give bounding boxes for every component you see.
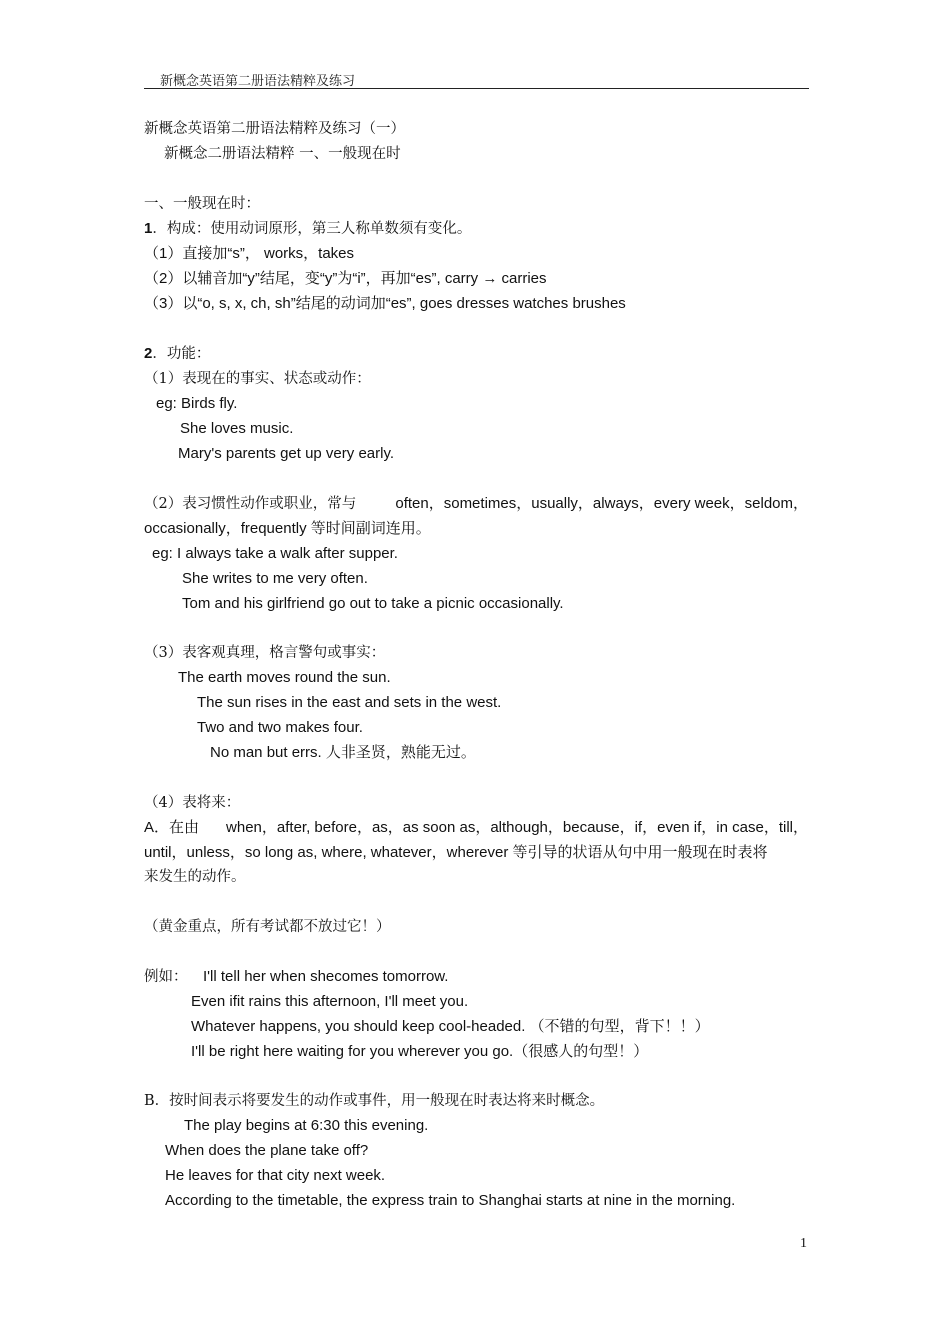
point1-text: ．构成：使用动词原形，第三人称单数须有变化。 [152,221,472,237]
function2-intro: （2）表习惯性动作或职业，常与 [144,496,357,512]
function4-a-conjunctions: when，after, before，as，as soon as，although，because，if，even if，in case，till， [226,819,808,836]
document-subtitle: 新概念二册语法精粹 一、一般现在时 [164,146,401,162]
point2-heading [144,345,210,363]
example-sentence: When does the plane take off? [165,1142,369,1159]
function4-a-line3: 来发生的动作。 [144,869,246,885]
function4-heading: （4）表将来： [144,795,241,811]
example-sentence: Even ifit rains this afternoon, I'll meet you. [191,993,469,1010]
example-label-line: eg: Birds fly. [156,395,238,412]
example-sentence: The earth moves round the sun. [178,669,391,686]
example-sentence: According to the timetable, the express train to Shanghai starts at nine in the morning. [165,1192,736,1209]
point2-number: 2 [144,345,153,362]
example-sentence: Whatever happens, you should keep cool-headed. （不错的句型，背下！！） [191,1018,710,1035]
function4-a-line1 [144,819,808,837]
page-number: 1 [800,1236,807,1251]
example-sentence: She loves music. [180,420,294,437]
function3-heading: （3）表客观真理，格言警句或事实： [144,645,386,661]
example-sentence: I'll tell her when shecomes tomorrow. [203,968,449,985]
function2-line1 [144,495,808,513]
point1-heading [144,220,471,238]
example-sentence: Two and two makes four. [197,719,363,736]
example-sentence: The sun rises in the east and sets in the west. [197,694,502,711]
function2-adverbs: often，sometimes，usually，always，every week，seldom， [395,495,808,512]
example-label-line: eg: I always take a walk after supper. [152,545,398,562]
section-heading: 一、一般现在时： [144,196,260,212]
example-sentence: Mary's parents get up very early. [178,445,395,462]
gold-note: （黄金重点，所有考试都不放过它！） [144,919,391,935]
function4-a-line2: until，unless，so long as, where, whatever，wherever 等引导的状语从句中用一般现在时表将 [144,844,768,861]
rule-line: （1）直接加“s”， works，takes [144,245,355,262]
header-rule [144,88,809,89]
example-label: 例如： [144,969,188,985]
example-sentence: The play begins at 6:30 this evening. [184,1117,429,1134]
example-sentence: No man but errs. 人非圣贤，熟能无过。 [210,744,476,761]
function1-heading: （1）表现在的事实、状态或动作： [144,371,371,387]
example-sentence: Tom and his girlfriend go out to take a picnic occasionally. [182,595,564,612]
function2-line2: occasionally，frequently 等时间副词连用。 [144,520,431,537]
rule-line: （2）以辅音加“y”结尾，变“y”为“i”，再加“es”, carry → carries [144,270,547,287]
rule-line: （3）以“o, s, x, ch, sh”结尾的动词加“es”, goes dresses watches brushes [144,295,626,312]
document-title: 新概念英语第二册语法精粹及练习（一） [144,121,405,137]
point2-text: ．功能： [152,346,211,362]
example-sentence: I'll be right here waiting for you wherever you go.（很感人的句型！） [191,1043,649,1060]
point1-number: 1 [144,220,153,237]
function4-b-heading: B．按时间表示将要发生的动作或事件，用一般现在时表达将来时概念。 [144,1093,605,1109]
function4-a-intro: A．在由 [144,819,200,836]
running-header: 新概念英语第二册语法精粹及练习 [160,74,356,89]
example-sentence: She writes to me very often. [182,570,368,587]
example-sentence: He leaves for that city next week. [165,1167,386,1184]
